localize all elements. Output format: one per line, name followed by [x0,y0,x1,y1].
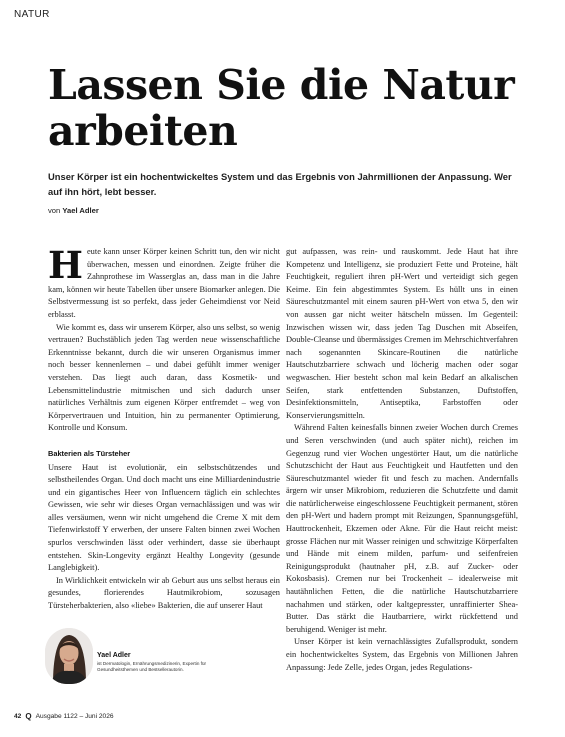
author-photo [45,628,93,684]
byline-author: Yael Adler [62,206,99,215]
paragraph-text: eute kann unser Körper keinen Schritt tun, den wir nicht überwachen, messen und einordnen. Zeigte früher die Zahnprothese im Wasserglas an, dass man in die Jahre kam, können wir heute Tabellen über unsere Biomarker anlegen. Die Selbstvermessung ist so perfekt, dass jeder Geheimdienst vor Neid erblasst. [48,247,280,319]
paragraph [48,243,280,322]
paragraph: Wie kommt es, dass wir unserem Körper, also uns selbst, so wenig vertrauen? Buchstäblich jeden Tag werden neue wissenschaftliche Erkenntnisse bekannt, durch die wir unseren Organismus immer noch besser kennenlernen – und dabei gefühlt immer weniger verstehen. Das liegt auch daran, dass Kosmetik- und Lebensmittelindustrie mitmischen und sich dadurch unser natürliches Verhältnis zum eigenen Körper entfremdet – weg von Körpervertrauen und Intuition, hin zu permanenter Optimierung, Kontrolle und Konsum. [48,322,280,433]
paragraph: Unser Körper ist kein vernachlässigtes Zufallsprodukt, sondern ein hochentwickeltes System, das Ergebnis von Millionen Jahren Anpassung: Jede Zelle, jedes Organ, jedes Regulations- [286,637,518,672]
article-title: Lassen Sie die Natur arbeiten [48,61,515,155]
magazine-logo: Q [25,712,32,721]
author-box [45,628,277,688]
paragraph: Während Falten keinesfalls binnen zweier Wochen durch Cremes und Seren verschwinden (und auch später nicht), reichen im Gegenzug rund vier Wochen ungestörter Haut, um die natürliche Schutzschicht der Haut aus Feuchtigkeit und Hautfetten und den Säureschutzmantel wieder fit und fesch zu machen. Andernfalls ärgern wir unser Mikrobiom, reduzieren die Schutzfette und damit die natürlicherweise eingeschlossene Feuchtigkeit permanent, stören den pH-Wert und hadern prompt mit Reizungen, Spannungsgefühl, Hauttrockenheit, Ekzemen oder Akne. Für die Haut reicht meist: grosse Flächen nur mit Wasser reinigen und schwitzige Körperfalten und Hände mit einem milden, parfum- und seifenfreien Reinigungsprodukt (hautnaher pH, z.B. auf Zucker- oder Kokosbasis). Cremen nur bei Trockenheit – idealerweise mit hautähnlichen Fetten, die die natürliche Hautschutzbarriere nachahmen und stärken, oder kaltgepresster, unraffinierter Shea-Butter. Das stärkt die Hautbarriere, wirkt rückfettend und beruhigend. Weniger ist mehr. [286,423,518,634]
issue-info: Ausgabe 1122 – Juni 2026 [35,713,114,720]
paragraph: gut aufpassen, was rein- und rauskommt. Jede Haut hat ihre Kompetenz und Intelligenz, sie produziert Fette und Proteine, hält Feuchtigkeit, reguliert ihren pH-Wert und verteidigt sich gegen Keime. Ein fein abgestimmtes System. Es hüllt uns in einen Säureschutzmantel mit einem sauren pH-Wert von etwa 5, den wir von aussen gar nicht weiter hätscheln müssen. Im Gegenteil: Inzwischen wissen wir, dass jeden Tag Duschen mit Abseifen, Double-Cleanse und übermässiges Cremen im Mehrschichtverfahren nach sogenannten Skincare-Routinen die natürliche Hautschutzbarriere schwach und löcherig machen oder sogar wegwaschen. Hier besteht schon mal kein Bedarf an alkalischen Seifen, stark entfettenden Substanzen, Duftstoffen, Desinfektionsmitteln, Antiseptika, Farbstoffen oder Konservierungsmitteln. [286,247,518,420]
article-column-right [286,246,518,674]
author-name: Yael Adler [97,652,131,659]
author-portrait-icon [45,628,93,684]
dropcap: H [48,243,83,287]
byline [48,206,99,215]
page-number: 42 [14,713,22,720]
paragraph: In Wirklichkeit entwickeln wir ab Geburt aus uns selbst heraus ein gesundes, florierendes Hautmikrobiom, sozusagen Türsteherbakterien, also «liebe» Bakterien, die auf unserer Haut [48,575,280,611]
page-footer [14,712,114,721]
author-description: ist Dermatologin, Ernährungsmedizinerin, Expertin für Gesundheitsthemen und Bestsellerautorin. [97,661,207,672]
section-label: NATUR [14,9,50,20]
subheading: Bakterien als Türsteher [48,448,131,458]
paragraph: Unsere Haut ist evolutionär, ein selbstschützendes und selbstheilendes Organ. Und doch macht uns eine Milliardenindustrie und ein gigantisches Heer von Influencern täglich ein schlechtes Gewissen, wie sehr wir dieses Organ vernachlässigen und was wir alles versäumen, wenn wir nicht umgehend die Creme X mit dem Tiefenwirkstoff Y erwerben, der unsere Falten binnen zwei Wochen spurlos verschwinden lässt oder verhindert, dasse sie überhaupt entstehen. Skin-Longevity ergänzt Healthy Longevity (gesunde Langlebigkeit). [48,462,280,573]
byline-prefix: von [48,206,61,215]
article-column-left [48,243,280,613]
article-lead: Unser Körper ist ein hochentwickeltes System und das Ergebnis von Jahrmillionen der Anpassung. Wer auf ihn hört, lebt besser. [48,171,512,197]
